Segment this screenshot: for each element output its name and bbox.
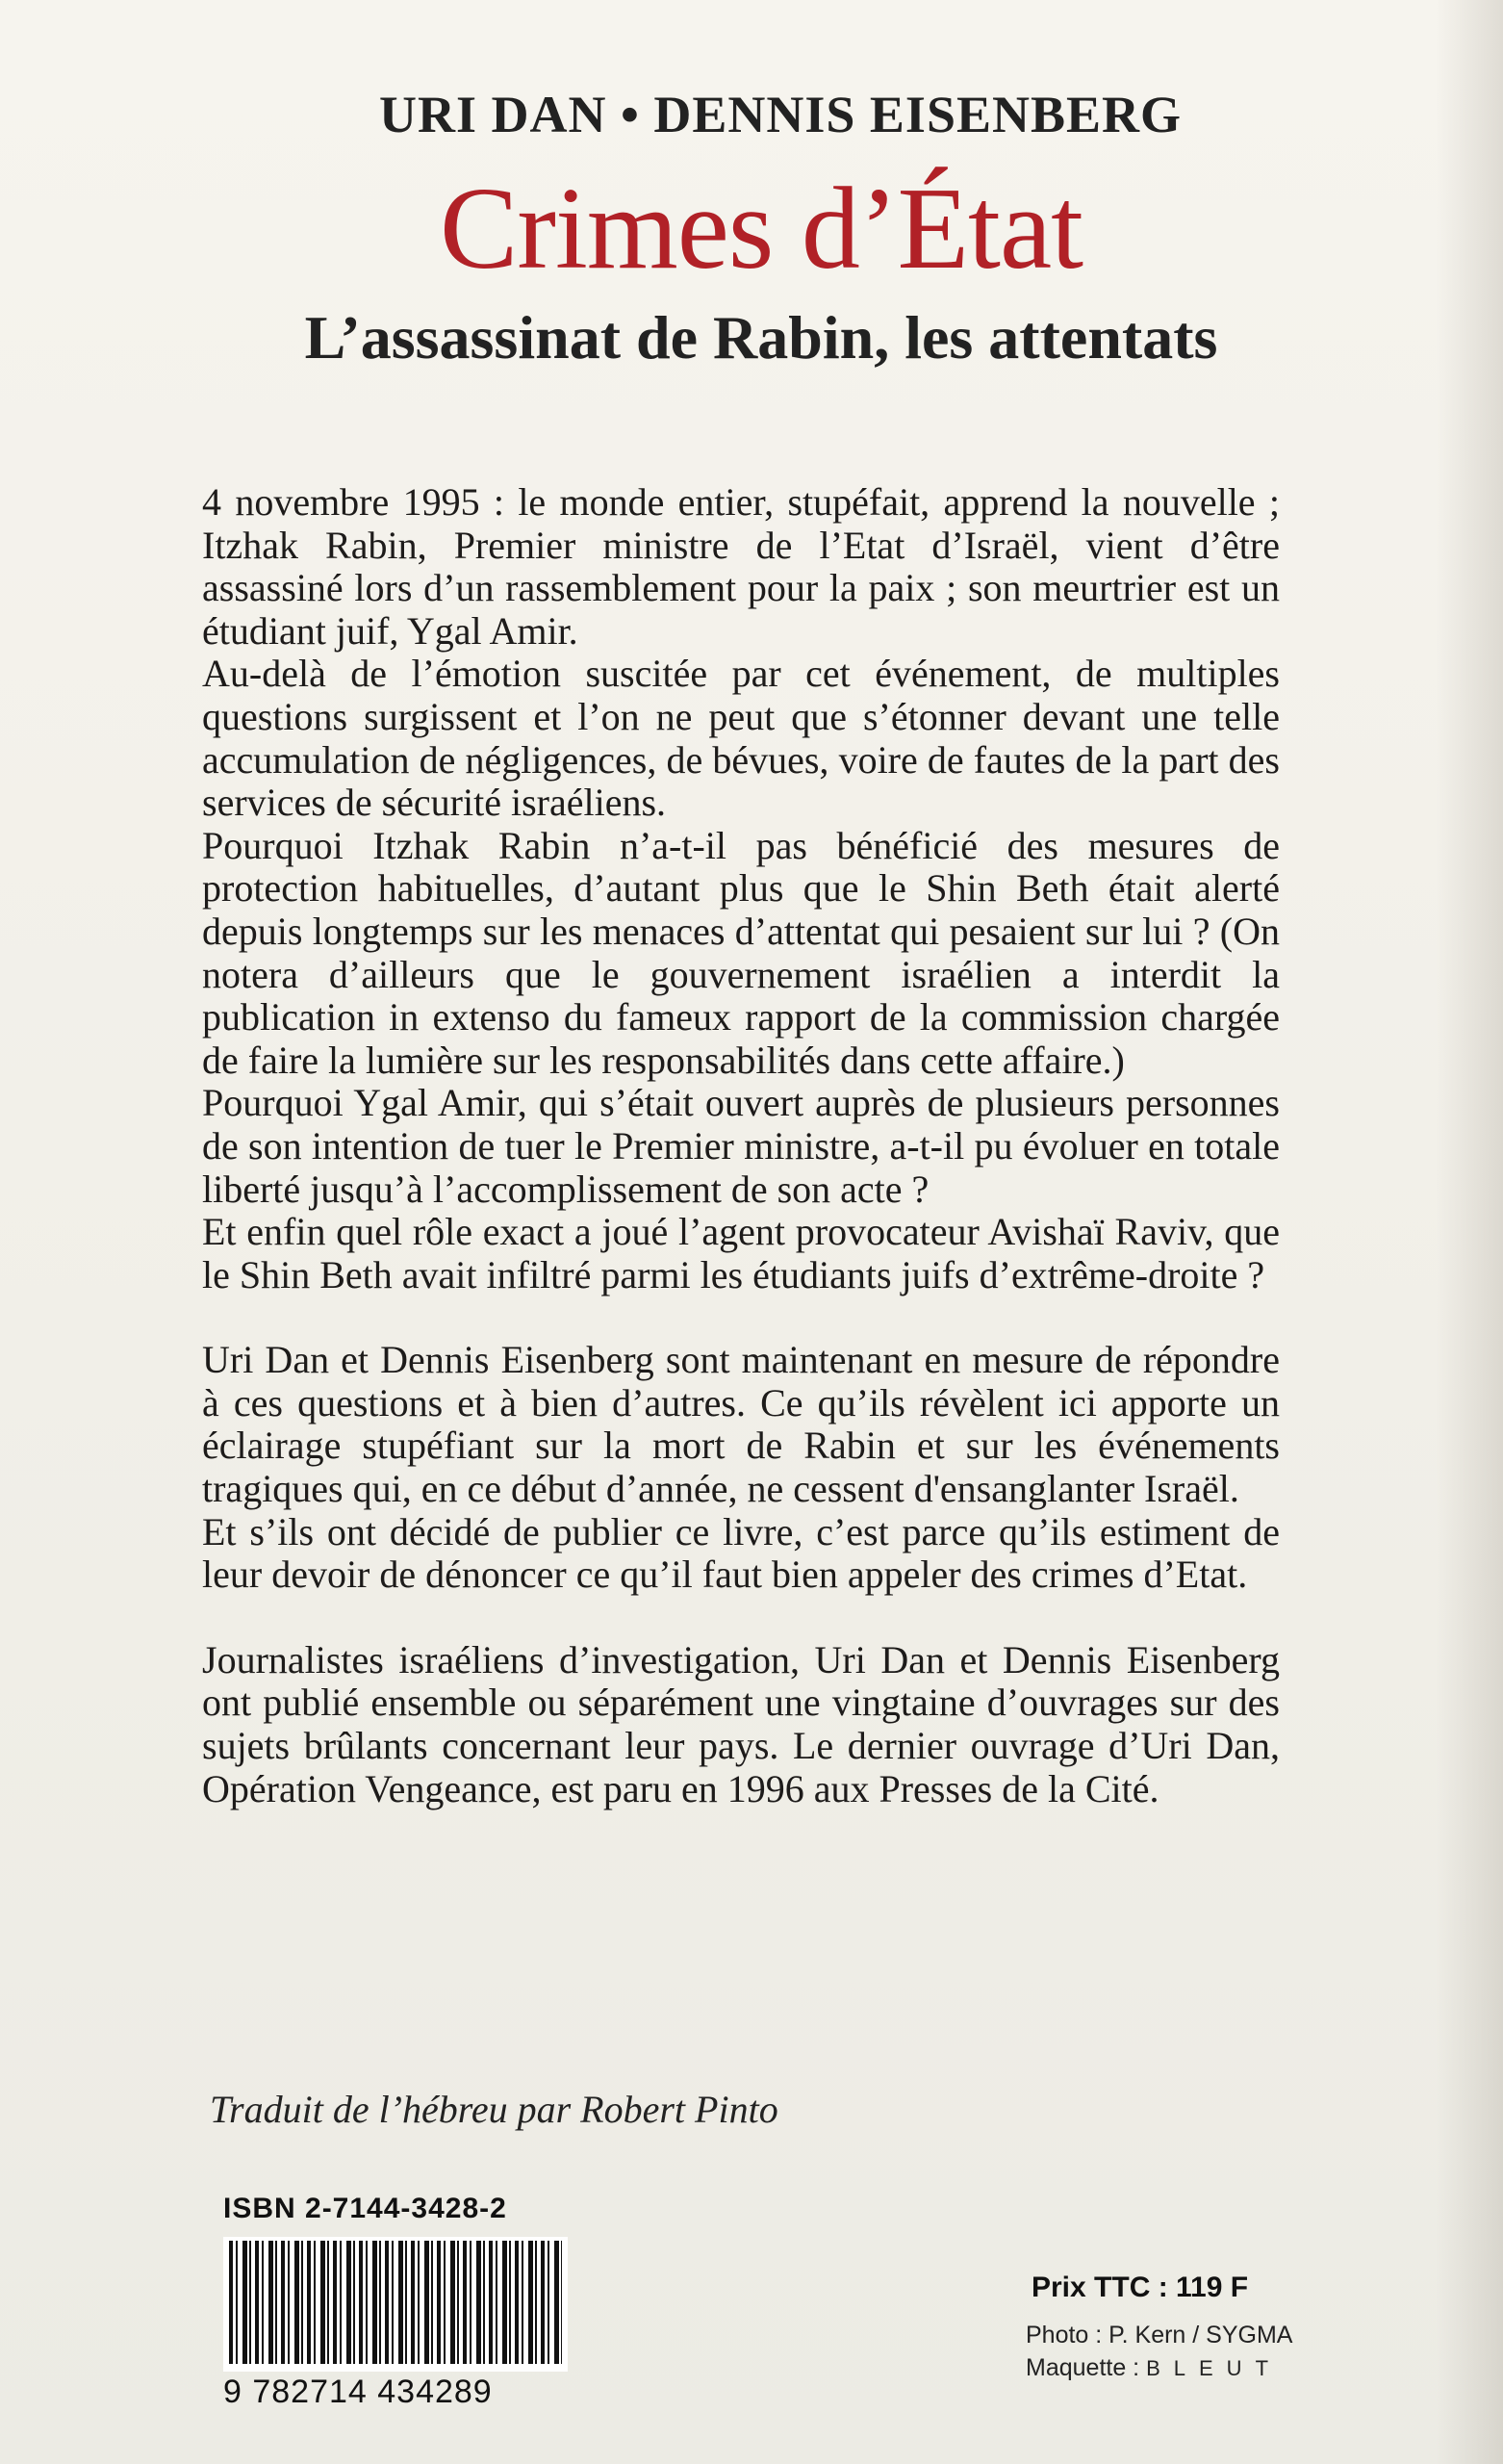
maquette-credit <box>1026 2354 1282 2382</box>
blurb-paragraph-3: Pourquoi Itzhak Rabin n’a-t-il pas bénéficié des mesures de protection habituelles, d’autant plus que le Shin Beth était alerté depuis longtemps sur les menaces d’attentat qui pesaient sur lui ? (On notera d’ailleurs que le gouvernement israélien a interdit la publication in extenso du fameux rapport de la commission chargée de faire la lumière sur les responsabilités dans cette affaire.) <box>202 823 1280 1082</box>
blurb-paragraph-2: Au-delà de l’émotion suscitée par cet événement, de multiples questions surgissent et l’on ne peut que s’étonner devant une telle accumulation de négligences, de bévues, voire de fautes de la part des services de sécurité israéliens. <box>202 652 1280 825</box>
authors: URI DAN • DENNIS EISENBERG <box>378 86 1183 143</box>
price: Prix TTC : 119 F <box>1032 2272 1249 2303</box>
maquette-brand: BLEUT <box>1146 2356 1283 2380</box>
book-subtitle: L’assassinat de Rabin, les attentats <box>304 303 1218 372</box>
translator-credit: Traduit de l’hébreu par Robert Pinto <box>210 2088 778 2131</box>
barcode <box>223 2237 568 2372</box>
author-bio: Journalistes israéliens d’investigation, Uri Dan et Dennis Eisenberg ont publié ensemble ou séparément une vingtaine d’ouvrages sur des sujets brûlants concernant leur pays. Le dernier ouvrage d’Uri Dan, Opération Vengeance, est paru en 1996 aux Presses de la Cité. <box>202 1637 1280 1810</box>
blurb <box>202 481 1280 1810</box>
blurb-paragraph-7: Et s’ils ont décidé de publier ce livre, c’est parce qu’ils estiment de leur devoir de dénoncer ce qu’il faut bien appeler des crimes d’Etat. <box>202 1509 1280 1597</box>
cover-header <box>0 85 1503 373</box>
barcode-digits: 9 782714 434289 <box>223 2374 493 2410</box>
book-title: Crimes d’État <box>439 164 1083 294</box>
blurb-paragraph-1: 4 novembre 1995 : le monde entier, stupéfait, apprend la nouvelle ; Itzhak Rabin, Premier ministre de l’Etat d’Israël, vient d’être assassiné lors d’un rassemblement pour la paix ; son meurtrier est un étudiant juif, Ygal Amir. <box>202 480 1280 653</box>
blurb-paragraph-4: Pourquoi Ygal Amir, qui s’était ouvert auprès de plusieurs personnes de son intention de tuer le Premier ministre, a-t-il pu évoluer en totale liberté jusqu’à l’accomplissement de son acte ? <box>202 1081 1280 1211</box>
photo-credit: Photo : P. Kern / SYGMA <box>1026 2322 1293 2348</box>
maquette-label: Maquette : <box>1026 2354 1140 2381</box>
blurb-paragraph-6: Uri Dan et Dennis Eisenberg sont maintenant en mesure de répondre à ces questions et à bien d’autres. Ce qu’ils révèlent ici apporte un éclairage stupéfiant sur la mort de Rabin et sur les événements tragiques qui, en ce début d’année, ne cessent d'ensanglanter Israël. <box>202 1338 1280 1511</box>
blurb-paragraph-5: Et enfin quel rôle exact a joué l’agent provocateur Avishaï Raviv, que le Shin Beth avait infiltré parmi les étudiants juifs d’extrême-droite ? <box>202 1210 1280 1296</box>
isbn: ISBN 2-7144-3428-2 <box>223 2193 507 2224</box>
barcode-bars <box>229 2241 562 2364</box>
barcode-block <box>223 2193 570 2411</box>
